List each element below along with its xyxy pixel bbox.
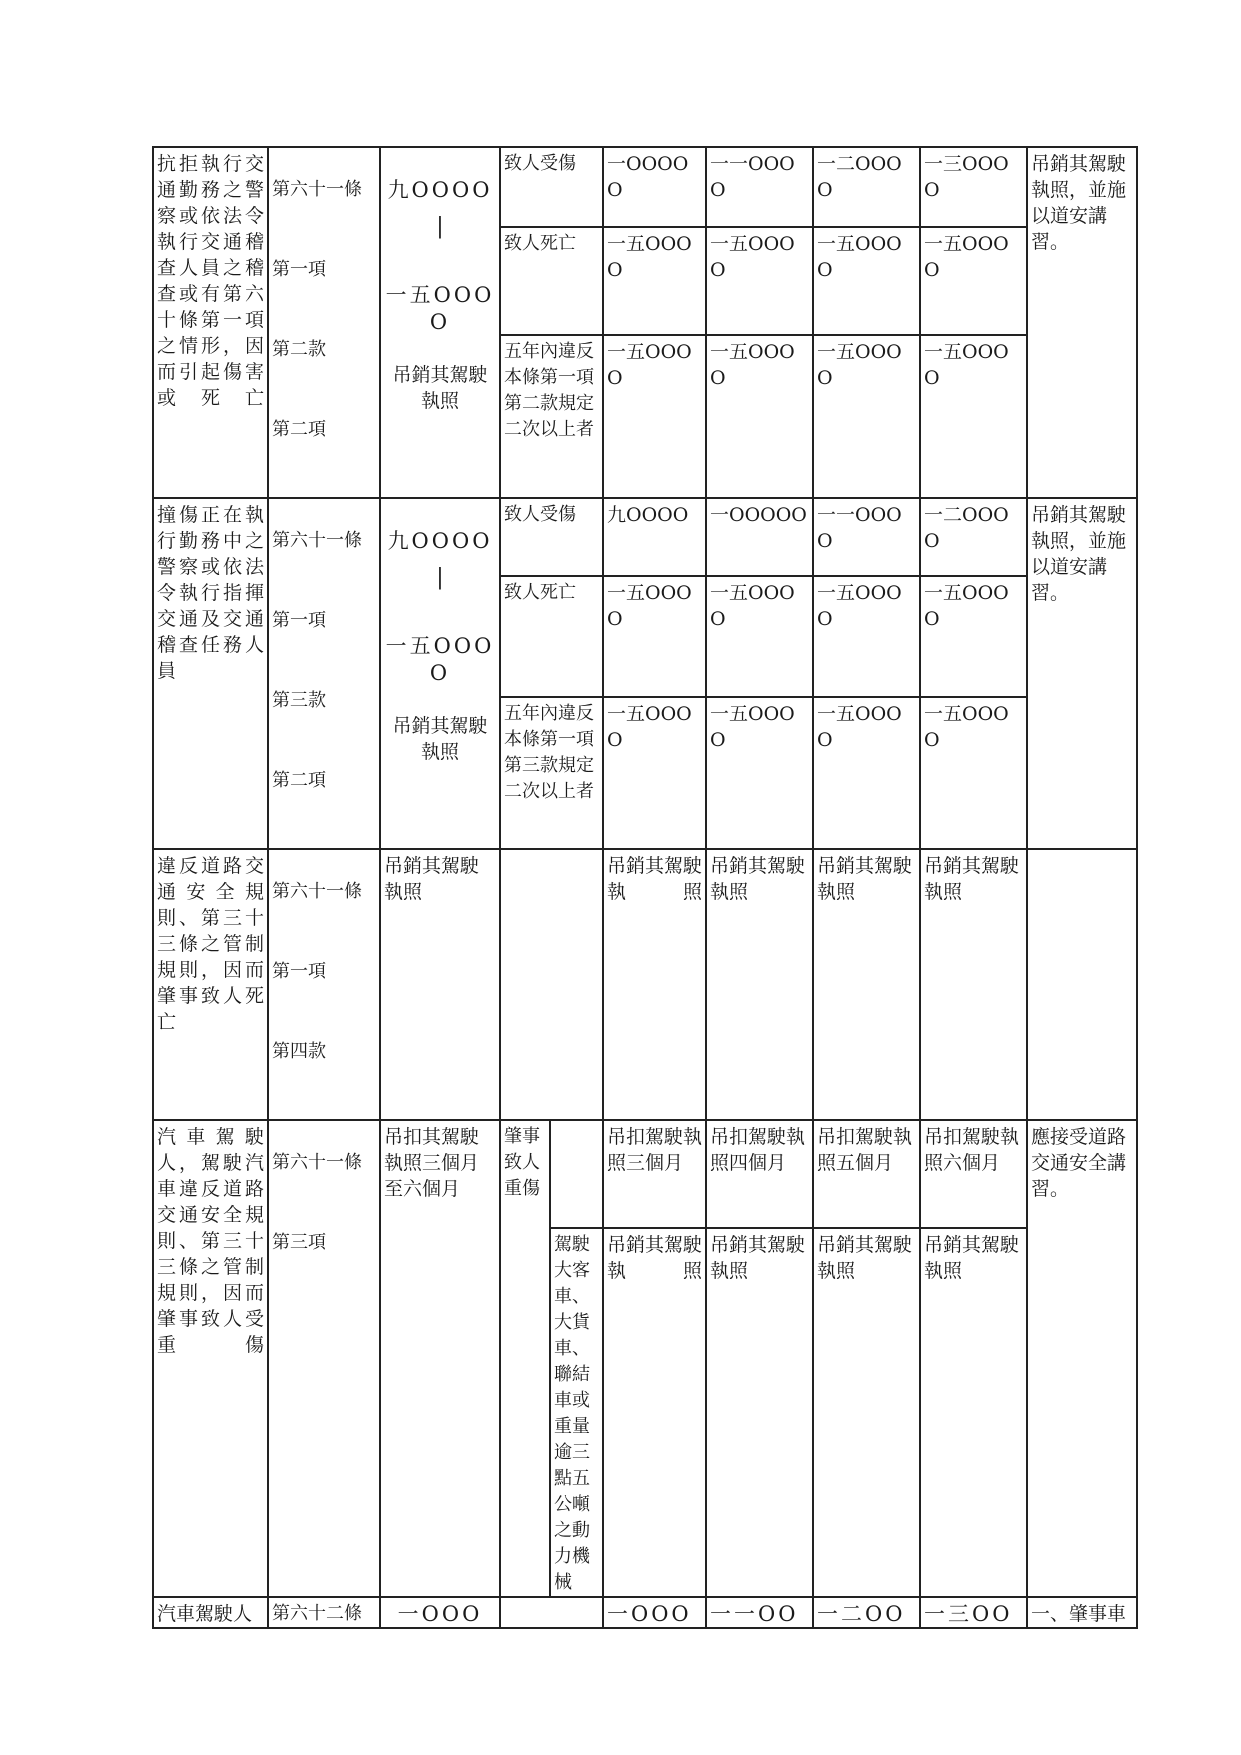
amount-cell: 一三OO bbox=[920, 1597, 1027, 1628]
amount-cell: 一五OOOO bbox=[813, 576, 920, 697]
table-row bbox=[153, 1597, 1137, 1628]
note-cell: 吊銷其駕駛執照，並施以道安講習。 bbox=[1027, 498, 1137, 849]
amount-cell: 一OOOOO bbox=[603, 147, 706, 227]
amount-cell: 吊銷其駕駛執照 bbox=[706, 849, 813, 1120]
amount-cell: 一五OOOO bbox=[920, 227, 1027, 335]
amount-cell: 一一OOOO bbox=[813, 498, 920, 576]
penalty-table bbox=[152, 146, 1138, 1629]
statutory-penalty-cell: 吊銷其駕駛執照 bbox=[380, 849, 500, 1120]
condition-cell: 致人死亡 bbox=[500, 227, 603, 335]
offense-cell: 抗拒執行交通勤務之警察或依法令執行交通稽查人員之稽查或有第六十條第一項之情形，因而引起傷害或死亡 bbox=[153, 147, 268, 498]
note-cell bbox=[1027, 849, 1137, 1120]
amount-cell: 吊扣駕駛執照六個月 bbox=[920, 1120, 1027, 1228]
amount-cell: 吊銷其駕駛執照 bbox=[603, 1228, 706, 1597]
condition-cell: 五年內違反本條第一項第三款規定二次以上者 bbox=[500, 697, 603, 849]
condition-cell: 致人受傷 bbox=[500, 498, 603, 576]
offense-cell: 違反道路交通安全規則、第三十三條之管制規則，因而肇事致人死亡 bbox=[153, 849, 268, 1120]
amount-cell: 吊扣駕駛執照三個月 bbox=[603, 1120, 706, 1228]
note-cell: 一、肇事車 bbox=[1027, 1597, 1137, 1628]
statutory-penalty-cell: 九OOOO | 一五OOOO 吊銷其駕駛執照 bbox=[380, 498, 500, 849]
amount-cell: 一OOOOO bbox=[706, 498, 813, 576]
amount-cell: 一二OOOO bbox=[920, 498, 1027, 576]
amount-cell: 一五OOOO bbox=[603, 697, 706, 849]
amount-cell: 一一OOOO bbox=[706, 147, 813, 227]
condition-cell: 致人死亡 bbox=[500, 576, 603, 697]
amount-cell: 一五OOOO bbox=[920, 576, 1027, 697]
note-cell: 應接受道路交通安全講習。 bbox=[1027, 1120, 1137, 1597]
amount-cell: 吊銷其駕駛執照 bbox=[813, 849, 920, 1120]
amount-cell: 一三OOOO bbox=[920, 147, 1027, 227]
offense-cell: 撞傷正在執行勤務中之警察或依法令執行指揮交通及交通稽查任務人員 bbox=[153, 498, 268, 849]
statutory-penalty-cell: 一OOO bbox=[380, 1597, 500, 1628]
amount-cell: 吊銷其駕駛執照 bbox=[706, 1228, 813, 1597]
amount-cell: 一五OOOO bbox=[603, 576, 706, 697]
condition-cell bbox=[500, 849, 603, 1120]
article-cell: 第六十一條 第一項 第二款 第二項 bbox=[268, 147, 380, 498]
amount-cell: 一五OOOO bbox=[920, 697, 1027, 849]
amount-cell: 一五OOOO bbox=[920, 335, 1027, 498]
amount-cell: 吊銷其駕駛執照 bbox=[813, 1228, 920, 1597]
amount-cell: 吊銷其駕駛執照 bbox=[920, 1228, 1027, 1597]
article-cell: 第六十一條 第三項 bbox=[268, 1120, 380, 1597]
condition-main-cell: 肇事致人重傷 bbox=[500, 1120, 550, 1597]
condition-cell: 五年內違反本條第一項第二款規定二次以上者 bbox=[500, 335, 603, 498]
amount-cell: 吊銷其駕駛執照 bbox=[603, 849, 706, 1120]
note-cell: 吊銷其駕駛執照，並施以道安講習。 bbox=[1027, 147, 1137, 498]
article-cell: 第六十二條 bbox=[268, 1597, 380, 1628]
amount-cell: 吊扣駕駛執照四個月 bbox=[706, 1120, 813, 1228]
amount-cell: 一五OOOO bbox=[706, 335, 813, 498]
amount-cell: 一五OOOO bbox=[706, 576, 813, 697]
table-row bbox=[153, 147, 1137, 227]
article-cell: 第六十一條 第一項 第四款 bbox=[268, 849, 380, 1120]
amount-cell: 一五OOOO bbox=[603, 335, 706, 498]
amount-cell: 九OOOO bbox=[603, 498, 706, 576]
amount-cell: 吊扣駕駛執照五個月 bbox=[813, 1120, 920, 1228]
amount-cell: 一二OO bbox=[813, 1597, 920, 1628]
table-row bbox=[153, 498, 1137, 576]
amount-cell: 一五OOOO bbox=[706, 697, 813, 849]
statutory-penalty-cell: 吊扣其駕駛執照三個月至六個月 bbox=[380, 1120, 500, 1597]
condition-sub-cell bbox=[550, 1120, 603, 1228]
offense-cell: 汽車駕駛人 bbox=[153, 1597, 268, 1628]
amount-cell: 一五OOOO bbox=[813, 697, 920, 849]
article-cell: 第六十一條 第一項 第三款 第二項 bbox=[268, 498, 380, 849]
amount-cell: 吊銷其駕駛執照 bbox=[920, 849, 1027, 1120]
amount-cell: 一一OO bbox=[706, 1597, 813, 1628]
amount-cell: 一二OOOO bbox=[813, 147, 920, 227]
condition-cell bbox=[500, 1597, 603, 1628]
amount-cell: 一五OOOO bbox=[706, 227, 813, 335]
table-row bbox=[153, 849, 1137, 1120]
statutory-penalty-cell: 九OOOO | 一五OOOO 吊銷其駕駛執照 bbox=[380, 147, 500, 498]
condition-cell: 致人受傷 bbox=[500, 147, 603, 227]
offense-cell: 汽車駕駛人，駕駛汽車違反道路交通安全規則、第三十三條之管制規則，因而肇事致人受重傷 bbox=[153, 1120, 268, 1597]
amount-cell: 一五OOOO bbox=[813, 335, 920, 498]
amount-cell: 一OOO bbox=[603, 1597, 706, 1628]
amount-cell: 一五OOOO bbox=[813, 227, 920, 335]
table-row bbox=[153, 1120, 1137, 1228]
amount-cell: 一五OOOO bbox=[603, 227, 706, 335]
condition-sub-cell: 駕駛大客車、大貨車、聯結車或重量逾三點五公噸之動力機械 bbox=[550, 1228, 603, 1597]
